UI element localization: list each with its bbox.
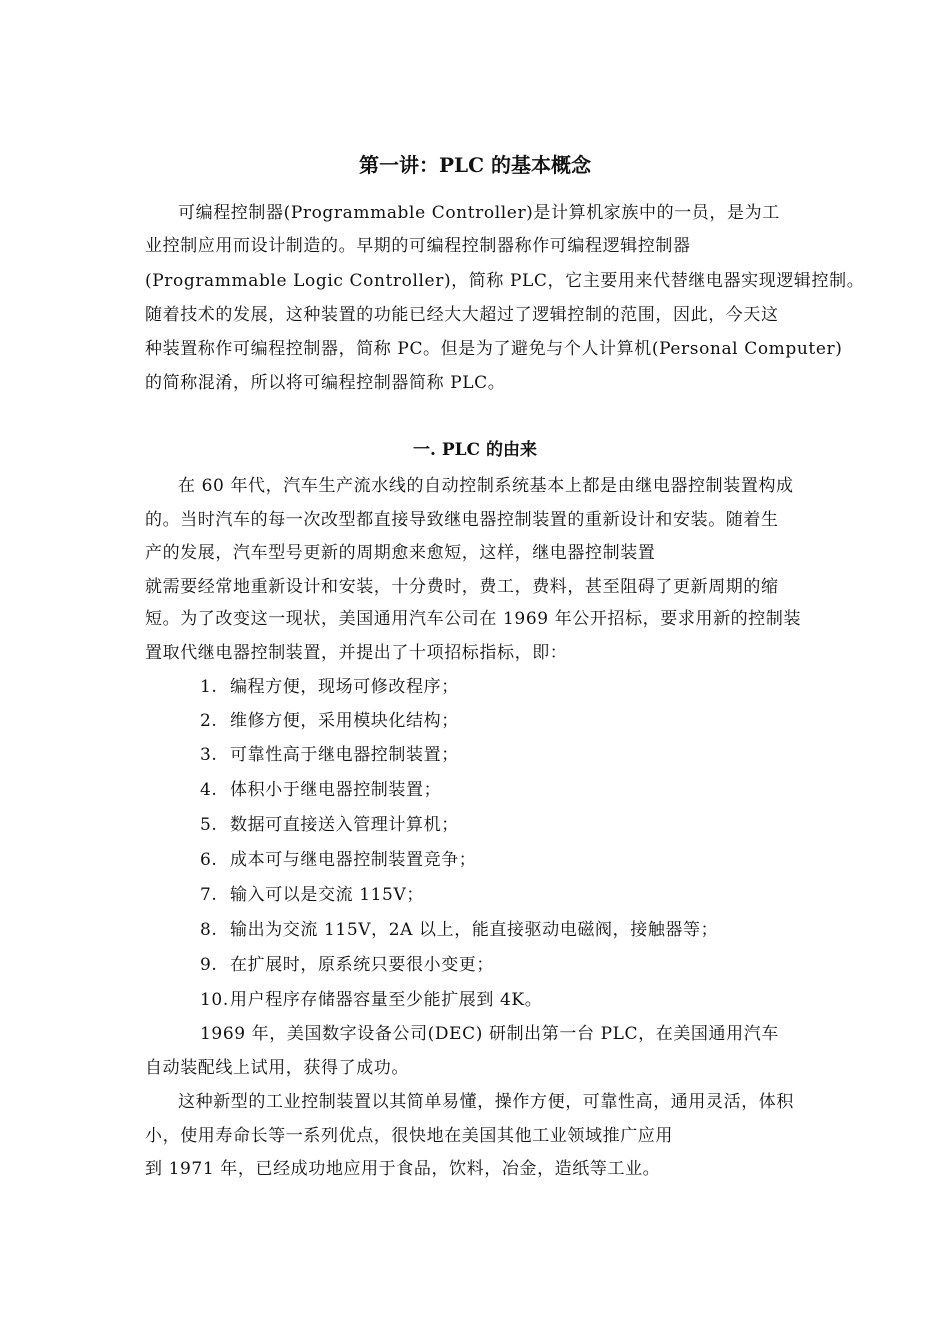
list-number: 5. — [200, 815, 218, 835]
final-line: 小，使用寿命长等一系列优点，很快地在美国其他工业领域推广应用 — [145, 1126, 673, 1146]
list-text: 可靠性高于继电器控制装置； — [230, 745, 459, 765]
intro-line: 随着技术的发展，这种装置的功能已经大大超过了逻辑控制的范围，因此，今天这 — [145, 305, 779, 325]
list-text: 成本可与继电器控制装置竞争； — [230, 850, 477, 870]
list-number: 1. — [200, 677, 218, 697]
final-line: 这种新型的工业控制装置以其简单易懂，操作方便，可靠性高，通用灵活，体积 — [178, 1092, 794, 1112]
intro-line: 业控制应用而设计制造的。早期的可编程控制器称作可编程逻辑控制器 — [145, 236, 691, 256]
section-line: 产的发展，汽车型号更新的周期愈来愈短，这样，继电器控制装置 — [145, 543, 656, 563]
list-text: 用户程序存储器容量至少能扩展到 4K。 — [230, 990, 543, 1010]
dec-line: 1969 年，美国数字设备公司(DEC) 研制出第一台 PLC，在美国通用汽车 — [200, 1024, 779, 1044]
list-item — [200, 846, 850, 874]
list-item — [200, 741, 850, 769]
list-text: 数据可直接送入管理计算机； — [230, 815, 459, 835]
list-number: 7. — [200, 885, 218, 905]
intro-line: 的简称混淆，所以将可编程控制器简称 PLC。 — [145, 373, 506, 393]
section-line: 的。当时汽车的每一次改型都直接导致继电器控制装置的重新设计和安装。随着生 — [145, 510, 779, 530]
final-line: 到 1971 年，已经成功地应用于食品，饮料，冶金，造纸等工业。 — [145, 1159, 661, 1179]
list-item — [200, 811, 850, 839]
section-line: 就需要经常地重新设计和安装，十分费时，费工，费料，甚至阻碍了更新周期的缩 — [145, 577, 779, 597]
list-text: 维修方便，采用模块化结构； — [230, 711, 459, 731]
list-text: 输出为交流 115V，2A 以上，能直接驱动电磁阀，接触器等； — [230, 920, 719, 940]
intro-line: (Programmable Logic Controller)，简称 PLC，它主要用来代替继电器实现逻辑控制。 — [145, 271, 865, 291]
list-text: 编程方便，现场可修改程序； — [230, 677, 459, 697]
dec-line: 自动装配线上试用，获得了成功。 — [145, 1058, 409, 1078]
intro-line: 可编程控制器(Programmable Controller)是计算机家族中的一员，是为工 — [178, 203, 780, 223]
list-item — [200, 776, 850, 804]
list-text: 输入可以是交流 115V； — [230, 885, 424, 905]
list-text: 体积小于继电器控制装置； — [230, 780, 442, 800]
list-number: 3. — [200, 745, 218, 765]
list-text: 在扩展时，原系统只要很小变更； — [230, 955, 494, 975]
list-item — [200, 986, 850, 1014]
list-item — [200, 951, 850, 979]
list-number: 4. — [200, 780, 218, 800]
section-line: 在 60 年代，汽车生产流水线的自动控制系统基本上都是由继电器控制装置构成 — [178, 476, 794, 496]
list-item — [200, 881, 850, 909]
list-number: 2. — [200, 711, 218, 731]
list-number: 10. — [200, 990, 229, 1010]
list-item — [200, 707, 850, 735]
list-item — [200, 916, 850, 944]
intro-line: 种装置称作可编程控制器，简称 PC。但是为了避免与个人计算机(Personal Computer) — [145, 339, 843, 359]
section-line: 置取代继电器控制装置，并提出了十项招标指标，即： — [145, 643, 568, 663]
section-title: 一. PLC 的由来 — [412, 440, 538, 460]
section-line: 短。为了改变这一现状，美国通用汽车公司在 1969 年公开招标，要求用新的控制装 — [145, 609, 802, 629]
page-title: 第一讲：PLC 的基本概念 — [359, 153, 591, 177]
list-number: 9. — [200, 955, 218, 975]
list-item — [200, 673, 850, 701]
list-number: 8. — [200, 920, 218, 940]
list-number: 6. — [200, 850, 218, 870]
